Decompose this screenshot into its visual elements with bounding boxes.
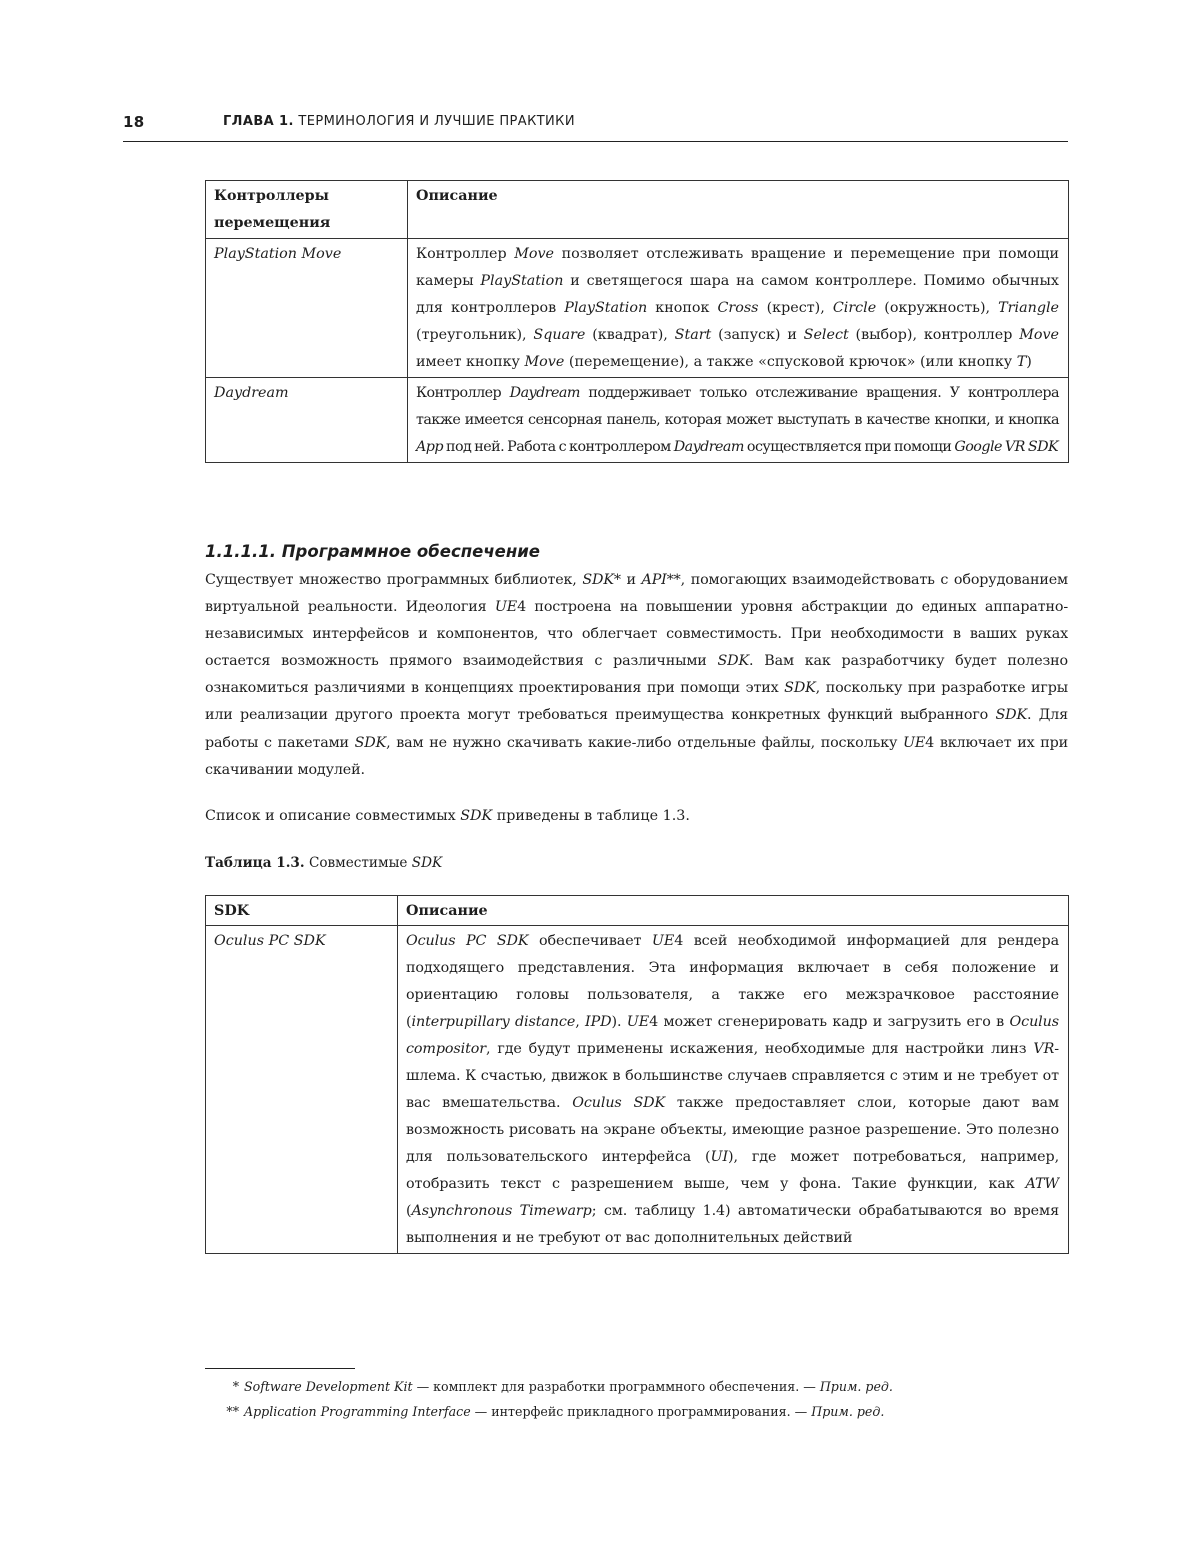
italic-term: API: [641, 572, 667, 588]
footnote-marker: **: [226, 1404, 239, 1419]
table-row: [206, 926, 1069, 1254]
italic-term: Прим. ред.: [811, 1404, 885, 1419]
italic-term: Cross: [717, 300, 759, 316]
italic-term: UI: [710, 1149, 728, 1165]
italic-term: Google VR SDK: [954, 439, 1059, 455]
italic-term: Start: [674, 327, 712, 343]
italic-term: IPD: [585, 1014, 612, 1030]
italic-term: Daydream: [673, 439, 744, 455]
running-header: [223, 114, 575, 129]
row-desc-playstation-move: Контроллер Move позволяет отслеживать вращение и перемещение при помощи камеры PlayStation и светящегося шара на самом контроллере. Помимо обычных для контроллеров PlayStation кнопок Cross (крест), Circle (окружность), Triangle (треугольник), Square (квадрат), Start (запуск) и Select (выбор), контроллер Move имеет кнопку Move (перемещение), а также «спусковой крючок» (или кнопку T): [408, 239, 1069, 378]
page-number: 18: [123, 113, 145, 131]
table-row: [206, 378, 1069, 463]
italic-term: UE: [626, 1014, 650, 1030]
footnote-rule: [205, 1368, 355, 1369]
italic-term: Move: [514, 246, 555, 262]
column-header-description: Описание: [408, 181, 1069, 239]
controllers-table: [205, 180, 1069, 463]
row-desc-oculus-pc-sdk: Oculus PC SDK обеспечивает UE4 всей необходимой информацией для рендера подходящего представления. Эта информация включает в себя положение и ориентацию головы пользователя, а также его межзрачковое расстояние (interpupillary distance, IPD). UE4 может сгенерировать кадр и загрузить его в Oculus compositor, где будут применены искажения, необходимые для настройки линз VR-шлема. К счастью, движок в большинстве случаев справляется с этим и не требует от вас вмешательства. Oculus SDK также предоставляет слои, которые дают вам возможность рисовать на экране объекты, имеющие разное разрешение. Это полезно для пользовательского интерфейса (UI), где может потребоваться, например, отобразить текст с разрешением выше, чем у фона. Такие функции, как ATW (Asynchronous Timewarp; см. таблицу 1.4) автоматически обрабатываются во время выполнения и не требуют от вас дополнительных действий: [398, 926, 1069, 1254]
body-paragraph: Существует множество программных библиотек, SDK* и API**, помогающих взаимодействовать с оборудованием виртуальной реальности. Идеология UE4 построена на повышении уровня абстракции до единых аппаратно-независимых интерфейсов и компонентов, что облегчает совместимость. При необходимости в ваших руках остается возможность прямого взаимодействия с различными SDK. Вам как разработчику будет полезно ознакомиться различиями в концепциях проектирования при помощи этих SDK, поскольку при разработке игры или реализации другого проекта могут требоваться преимущества конкретных функций выбранного SDK. Для работы с пакетами SDK, вам не нужно скачивать какие-либо отдельные файлы, поскольку UE4 включает их при скачивании модулей.: [205, 572, 1069, 778]
italic-term: SDK: [582, 572, 614, 588]
column-header-controllers: Контроллеры перемещения: [206, 181, 408, 239]
row-name-oculus-pc-sdk: Oculus PC SDK: [206, 926, 398, 1254]
chapter-title: ТЕРМИНОЛОГИЯ И ЛУЧШИЕ ПРАКТИКИ: [298, 114, 575, 129]
footnote: [210, 1404, 884, 1419]
italic-term: Triangle: [998, 300, 1060, 316]
italic-term: Oculus compositor: [406, 1014, 1059, 1057]
italic-term: T: [1016, 354, 1027, 370]
italic-term: UE: [651, 933, 675, 949]
footnote-text: Software Development Kit — комплект для разработки программного обеспечения. — Прим. ред.: [244, 1379, 893, 1394]
italic-term: interpupillary distance: [411, 1014, 576, 1030]
italic-term: Прим. ред.: [819, 1379, 893, 1394]
table-caption: [205, 855, 442, 871]
italic-term: SDK: [784, 680, 816, 697]
body-paragraph: Список и описание совместимых SDK приведены в таблице 1.3.: [205, 808, 690, 824]
italic-term: Application Programming Interface: [244, 1404, 471, 1419]
italic-term: PlayStation: [564, 300, 648, 316]
italic-term: SDK: [460, 808, 493, 824]
sdk-table: [205, 895, 1069, 1254]
row-name-daydream: Daydream: [206, 378, 408, 463]
italic-term: Oculus PC SDK: [406, 933, 529, 949]
italic-term: Daydream: [509, 385, 580, 401]
italic-term: SDK: [995, 707, 1027, 724]
italic-term: ATW: [1025, 1176, 1059, 1192]
italic-term: Oculus SDK: [572, 1095, 666, 1111]
table-header-row: [206, 181, 1069, 239]
italic-term: SDK: [717, 653, 749, 670]
italic-term: Circle: [832, 300, 877, 316]
column-header-sdk: SDK: [206, 896, 398, 926]
footnote-marker: *: [232, 1379, 239, 1394]
caption-label: Таблица 1.3.: [205, 855, 305, 871]
italic-term: Software Development Kit: [244, 1379, 413, 1394]
italic-term: UE: [494, 599, 518, 616]
italic-term: SDK: [411, 855, 443, 871]
table-row: [206, 239, 1069, 378]
italic-term: Asynchronous Timewarp: [411, 1203, 592, 1219]
chapter-label: ГЛАВА 1.: [223, 114, 294, 129]
italic-term: SDK: [354, 734, 387, 751]
italic-term: App: [416, 439, 443, 455]
row-desc-daydream: Контроллер Daydream поддерживает только отслеживание вращения. У контроллера также имеется сенсорная панель, которая может выступать в качестве кнопки, и кнопка App под ней. Работа с контроллером Daydream осуществляется при помощи Google VR SDK: [408, 378, 1069, 463]
section-heading: 1.1.1.1. Программное обеспечение: [205, 542, 540, 561]
italic-term: UE: [902, 734, 926, 751]
header-rule: [123, 141, 1068, 142]
table-header-row: [206, 896, 1069, 926]
italic-term: PlayStation: [480, 273, 564, 289]
italic-term: VR: [1033, 1041, 1055, 1057]
column-header-description: Описание: [398, 896, 1069, 926]
caption-text: Совместимые SDK: [304, 855, 443, 871]
footnote-text: Application Programming Interface — интерфейс прикладного программирования. — Прим. ред.: [244, 1404, 885, 1419]
italic-term: Move: [1019, 327, 1059, 343]
italic-term: Square: [533, 327, 586, 343]
footnote: [210, 1379, 893, 1394]
italic-term: Select: [803, 327, 849, 343]
italic-term: Move: [524, 354, 565, 370]
row-name-playstation-move: PlayStation Move: [206, 239, 408, 378]
